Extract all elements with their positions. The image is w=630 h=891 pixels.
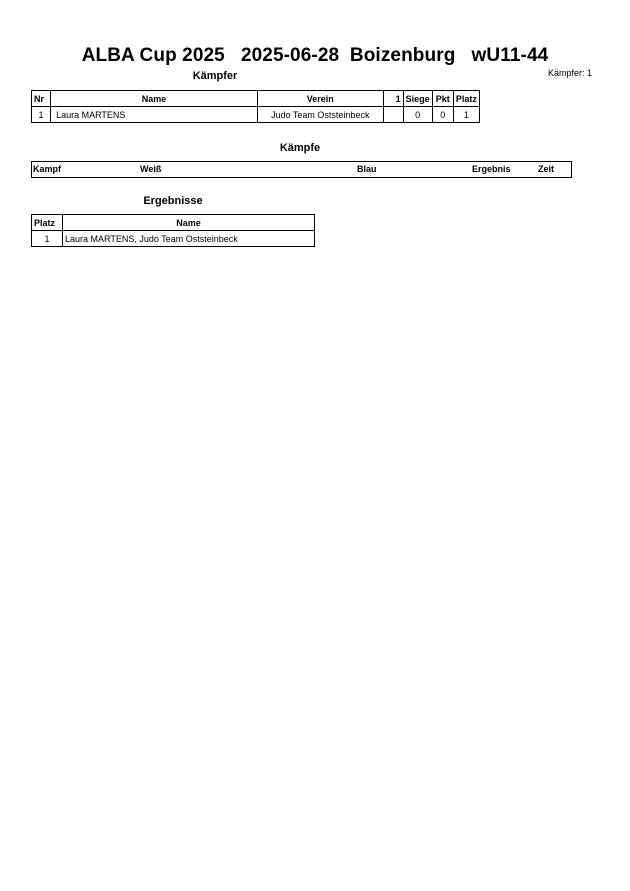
table-row [32,231,315,247]
col-name: Name [63,215,315,231]
fighter-points: 0 [432,107,453,123]
fighters-header-row [32,91,480,107]
col-fight: Kampf [33,164,62,174]
fighter-nr: 1 [32,107,51,123]
fighter-name: Laura MARTENS [51,107,258,123]
result-name: Laura MARTENS, Judo Team Oststeinbeck [63,231,315,247]
col-club: Verein [257,91,383,107]
results-heading: Ergebnisse [143,195,203,207]
col-white: Weiß [140,164,162,174]
col-time: Zeit [538,164,555,174]
fighter-count: Kämpfer: 1 [548,68,593,78]
fighter-round-1 [383,107,403,123]
col-blue: Blau [357,164,377,174]
col-wins: Siege [403,91,432,107]
col-place: Platz [453,91,479,107]
col-round-1: 1 [383,91,403,107]
col-name: Name [51,91,258,107]
col-place: Platz [32,215,63,231]
col-nr: Nr [32,91,51,107]
fighter-club: Judo Team Oststeinbeck [257,107,383,123]
col-result: Ergebnis [472,164,511,174]
fighter-place: 1 [453,107,479,123]
result-place: 1 [32,231,63,247]
table-row [32,107,480,123]
fighters-table [31,90,480,123]
col-points: Pkt [432,91,453,107]
fights-heading: Kämpfe [279,142,321,154]
fights-header-row [31,161,572,178]
results-table [31,214,315,247]
fighter-wins: 0 [403,107,432,123]
results-header-row [32,215,315,231]
fighters-heading: Kämpfer [192,70,238,82]
page-title: ALBA Cup 2025 2025-06-28 Boizenburg wU11-44 [81,45,549,66]
